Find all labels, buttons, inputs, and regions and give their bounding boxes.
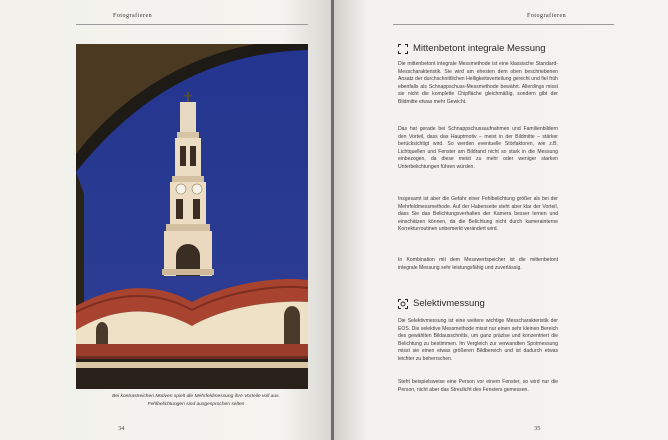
paragraph: Die mittenbetont integrale Messmethode ist eine klassische Standard-Messcharakteristik. Sie wird am ehesten dem oben beschriebenen Ansatz der durchschnittlichen Helligkeitsverteilung gerecht und fiel früh ebenfalls als Schnappschuss-Messmethode bewährt. Allerdings misst sie nicht die komplette Chipfläche gleichmäßig, sondern gibt der Bildmitte etwas mehr Gewicht. [398,61,558,105]
right-page-number: 35 [534,425,541,432]
paragraph: Das hat gerade bei Schnappschussaufnahmen und Familienbildern den Vorteil, dass das Hauptmotiv – meist in der Bildmitte – stärker berücksichtigt wird. So werden eventuelle Störfaktoren, wie z.B. Lichtquellen und Fenster am Bildrand nicht so stark in die Messung einbezogen, da diese meist zu mehr oder weniger starken Unterbelichtungen führen würden. [398,126,558,170]
section-title-center-weighted: Mittenbetont integrale Messung [413,43,546,54]
left-running-head: Fotografieren [113,13,153,19]
right-header-rule [393,24,614,25]
paragraph: Die Selektivmessung ist eine weitere wichtige Messcharakteristik der EOS. Die selektive Messmethode misst nur einen sehr kleinen Bereich des gewählten Bildausschnitts, um ganz präzise und konzentriert die Belichtung zu bestimmen. Im Vergleich zur verwandten Spotmessung misst sie einen etwas größeren Bildbereich und ist dadurch etwas leichter zu beherrschen. [398,318,558,362]
center-weighted-metering-icon [398,44,408,54]
left-header-rule [76,24,308,25]
section-title-selective: Selektivmessung [413,298,485,309]
paragraph: Insgesamt ist aber die Gefahr einer Fehlbelichtung größer als bei der Mehrfeldmessmethode. Auf der Habenseite steht aber klar der Vorteil, dass Sie das Belichtungsverhalten der Kamera besser lernen und einschätzen können, da die Belichtung nicht durch kamerainterne Korrekturroutinen unbemerkt verändert wird. [398,196,558,233]
left-page [0,0,333,440]
photo-caption: Bei kontrastreichen Motiven spielt die Mehrfeldmessung ihre Vorteile voll aus. Fehlbelichtungen sind ausgesprochen selten [112,394,280,407]
selective-metering-icon [398,299,408,309]
left-page-number: 34 [118,425,125,432]
church-tower-photo [76,44,308,389]
paragraph: In Kombination mit dem Messwertspeicher ist die mittenbetont integrale Messung sehr leistungsfähig und zuverlässig. [398,257,558,271]
paragraph: Steht beispielsweise eine Person vor einem Fenster, so wird nur die Person, nicht aber das Streulicht des Fensters gemessen. [398,379,558,393]
right-running-head: Fotografieren [527,13,567,19]
